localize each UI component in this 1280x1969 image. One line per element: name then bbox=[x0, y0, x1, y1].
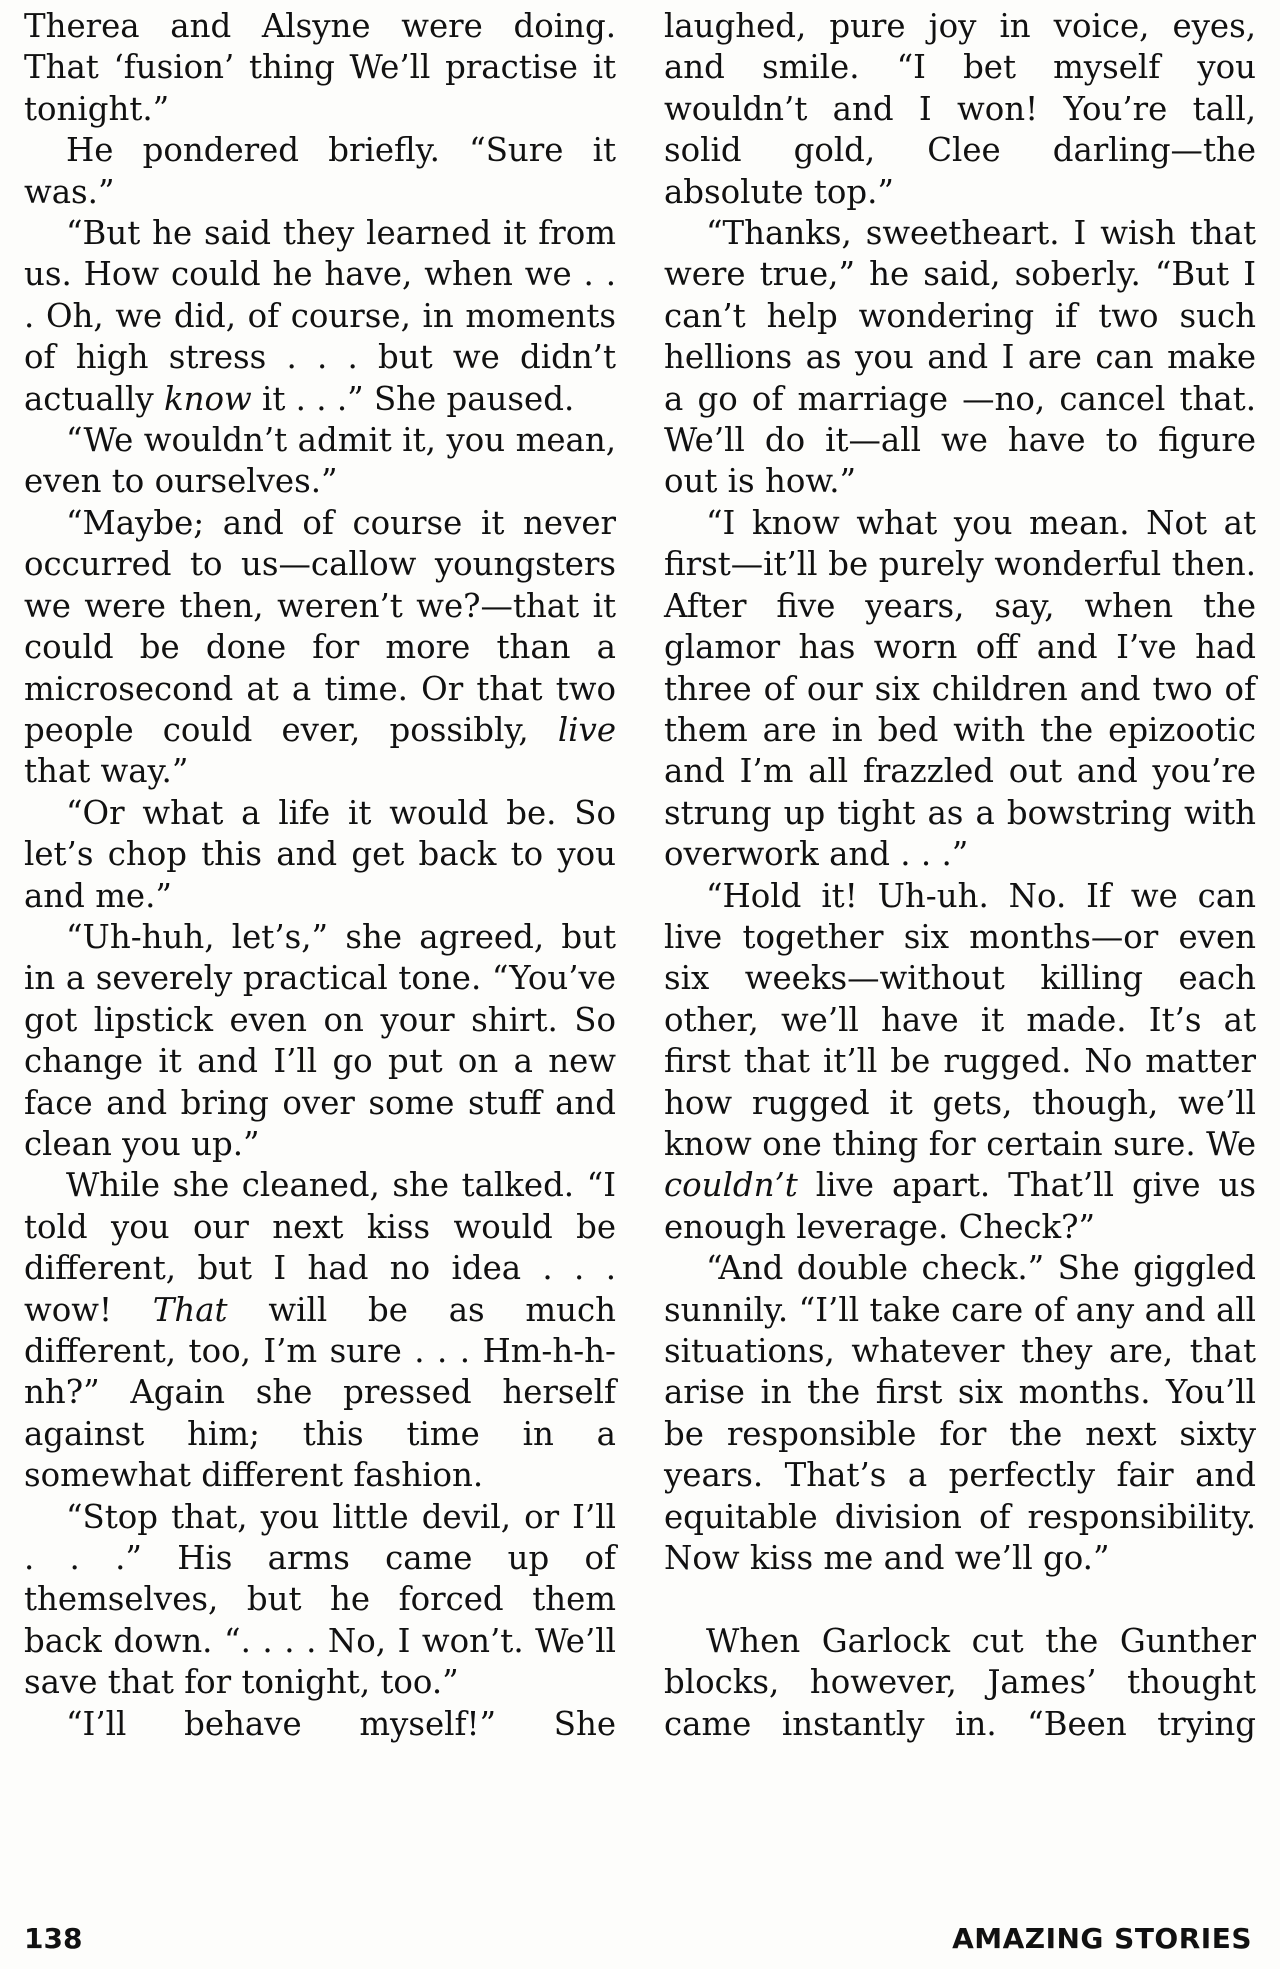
paragraph bbox=[24, 213, 616, 420]
text-run: live apart. That’ll give us enough leverage. Check?” bbox=[664, 1166, 1256, 1246]
text-run: While she cleaned, she talked. “I told you our next kiss would be different, but I had no idea . . . wow! bbox=[24, 1166, 616, 1329]
text-run: “Or what a life it would be. So let’s chop this and get back to you and me.” bbox=[24, 793, 616, 915]
text-run: will be as much different, too, I’m sure . . . Hm-h-h-nh?” Again she pressed herself against him; this time in a somewhat different fashion. bbox=[24, 1290, 617, 1495]
text-run: laughed, pure joy in voice, eyes, and smile. “I bet myself you wouldn’t and I won! You’re tall, solid gold, Clee darling—the absolute top.” bbox=[664, 7, 1256, 211]
paragraph bbox=[664, 503, 1256, 876]
paragraph bbox=[24, 1497, 616, 1704]
text-run: “We wouldn’t admit it, you mean, even to ourselves.” bbox=[24, 421, 616, 501]
text-run: “Thanks, sweetheart. I wish that were true,” he said, soberly. “But I can’t help wondering if two such hellions as you and I are can make a go of marriage —no, cancel that. We’ll do it—all we have to figure out is how.” bbox=[664, 214, 1256, 501]
text-run: that way.” bbox=[24, 752, 189, 791]
paragraph bbox=[24, 917, 616, 1165]
text-run: When Garlock cut the Gunther blocks, however, James’ thought came instantly in. “Been trying bbox=[664, 1621, 1256, 1743]
paragraph bbox=[24, 503, 616, 793]
paragraph bbox=[664, 6, 1256, 213]
paragraph bbox=[664, 1621, 1256, 1745]
paragraph bbox=[24, 6, 616, 130]
page-number: 138 bbox=[24, 1922, 83, 1955]
text-run: “I know what you mean. Not at first—it’ll be purely wonderful then. After five years, say, when the glamor has worn off and I’ve had three of our six children and two of them are in bed with the epizootic and I’m all frazzled out and you’re strung up tight as a bowstring with overwork and . . .” bbox=[664, 503, 1256, 874]
text-run: Therea and Alsyne were doing. That ‘fusion’ thing We’ll practise it tonight.” bbox=[24, 7, 616, 128]
text-run: it . . .” She paused. bbox=[251, 379, 575, 418]
paragraph bbox=[24, 1165, 616, 1496]
paragraph bbox=[664, 876, 1256, 1249]
text-run: “Maybe; and of course it never occurred to us—callow youngsters we were then, weren’t we?—that it could be done for more than a microsecond at a time. Or that two people could ever, possibly, bbox=[24, 503, 616, 749]
right-text-column bbox=[664, 6, 1256, 1745]
text-run: “Hold it! Uh-uh. No. If we can live together six months—or even six weeks—without killing each other, we’ll have it made. It’s at first that it’ll be rugged. No matter how rugged it gets, though, we’ll know one thing for certain sure. We bbox=[664, 876, 1256, 1163]
text-run: “But he said they learned it from us. How could he have, when we . . . Oh, we did, of course, in moments of high stress . . . but we didn’t actually bbox=[24, 214, 616, 418]
paragraph bbox=[24, 420, 616, 503]
text-run: “And double check.” She giggled sunnily. “I’ll take care of any and all situations, whatever they are, that arise in the first six months. You’ll be responsible for the next sixty years. That’s a perfectly fair and equitable division of responsibility. Now kiss me and we’ll go.” bbox=[664, 1249, 1256, 1578]
magazine-title: AMAZING STORIES bbox=[952, 1922, 1252, 1955]
italic-text: know bbox=[163, 379, 252, 418]
italic-text: live bbox=[557, 710, 616, 749]
italic-text: That bbox=[152, 1290, 228, 1329]
text-run: “Uh-huh, let’s,” she agreed, but in a severely practical tone. “You’ve got lipstick even on your shirt. So change it and I’ll go put on a new face and bring over some stuff and clean you up.” bbox=[24, 917, 616, 1163]
paragraph bbox=[24, 130, 616, 213]
paragraph bbox=[24, 1704, 616, 1745]
paragraph bbox=[664, 213, 1256, 503]
paragraph bbox=[24, 793, 616, 917]
left-text-column bbox=[24, 6, 616, 1745]
italic-text: couldn’t bbox=[664, 1166, 798, 1205]
text-run: “I’ll behave myself!” She bbox=[66, 1704, 616, 1743]
text-run: He pondered briefly. “Sure it was.” bbox=[24, 131, 616, 211]
text-run: “Stop that, you little devil, or I’ll . . .” His arms came up of themselves, but he forced them back down. “. . . . No, I won’t. We’ll save that for tonight, too.” bbox=[24, 1497, 616, 1702]
paragraph bbox=[664, 1248, 1256, 1579]
